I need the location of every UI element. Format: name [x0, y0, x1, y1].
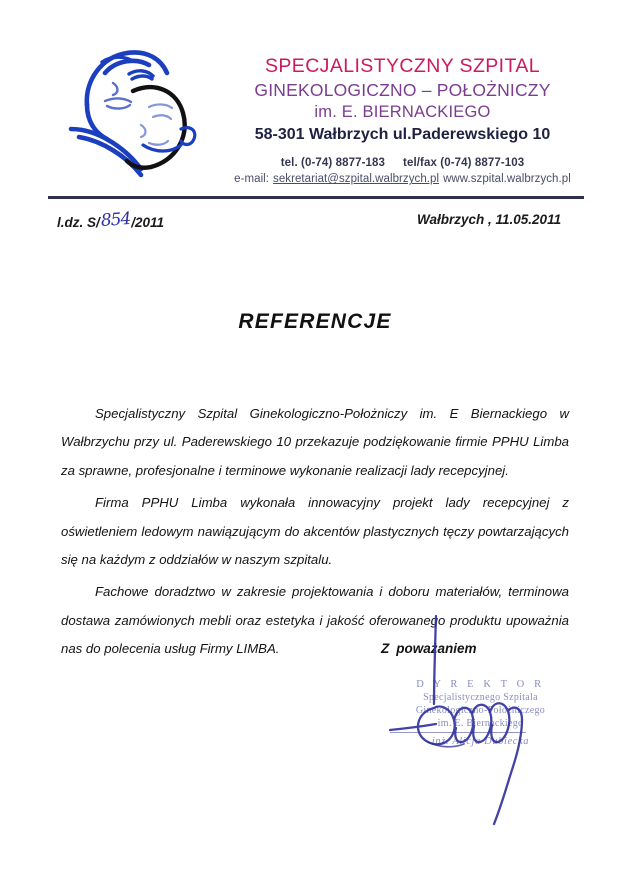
reference-date-row [0, 209, 630, 238]
closing-word-1: Z [381, 641, 390, 656]
stamp-line-2: Specjalistycznego Szpitala [423, 692, 538, 704]
body-paragraph-1 [61, 400, 569, 485]
reference-prefix: l.dz. S/ [57, 215, 100, 230]
director-stamp [398, 679, 563, 749]
stamp-line-4: im. E. Biernackiego [437, 718, 524, 730]
stamp-rule [390, 732, 526, 733]
body-paragraph-2 [61, 489, 569, 574]
org-address: 58-301 Wałbrzych ul.Paderewskiego 10 [254, 126, 551, 144]
email-label: e-mail: [234, 173, 270, 186]
reference-number [57, 209, 164, 232]
signature-block [380, 660, 620, 840]
handwritten-reference-number: 854 [99, 209, 131, 232]
letterhead [0, 0, 630, 200]
org-name-line-3: im. E. BIERNACKIEGO [314, 103, 491, 122]
closing-salutation [381, 641, 477, 656]
document-title: REFERENCJE [238, 310, 392, 333]
body-paragraph-3 [61, 578, 569, 663]
website-address[interactable]: www.szpital.walbrzych.pl [443, 173, 571, 186]
mother-and-child-icon [57, 33, 202, 183]
contact-phone-row [205, 157, 600, 169]
stamp-director-name: inż. Alicja Dubiecka [431, 736, 530, 748]
paragraph-1-text: Specjalistyczny Szpital Ginekologiczno-Położniczy im. E Biernackiego w Wałbrzychu przy ul. Paderewskiego 10 przekazuje podziękowanie firmie PPHU Limba za sprawne, profesjonalne i terminowe wykonanie realizacji lady recepcyjnej. [61, 406, 569, 478]
org-name-line-1: SPECJALISTYCZNY SZPITAL [264, 55, 541, 77]
paragraph-3-text: Fachowe doradztwo w zakresie projektowania i doboru materiałów, terminowa dostawa zamówionych mebli oraz estetyka i jakość oferowanego produktu upoważnia nas do polecenia usług Firmy LIMBA. [61, 584, 569, 656]
letter-body [61, 400, 569, 667]
fax-label: tel/fax (0-74) 8877-103 [403, 157, 525, 170]
letterhead-divider [48, 196, 584, 199]
org-name-line-2: GINEKOLOGICZNO – POŁOŻNICZY [254, 80, 551, 100]
paragraph-2-text: Firma PPHU Limba wykonała innowacyjny projekt lady recepcyjnej z oświetleniem ledowym nawiązującym do akcentów plastycznych tęczy powtarzających się na każdym z oddziałów w naszym szpitalu. [61, 495, 569, 567]
organization-block [205, 55, 600, 185]
closing-word-2: poważaniem [396, 641, 477, 656]
place-and-date: Wałbrzych , 11.05.2011 [417, 212, 562, 227]
telephone-label: tel. (0-74) 8877-183 [280, 157, 386, 170]
contact-email-row [205, 173, 600, 185]
stamp-line-3: Ginekologiczno-Położniczego [415, 705, 546, 717]
reference-suffix: /2011 [131, 215, 164, 230]
hospital-logo [57, 33, 202, 183]
stamp-title: D Y R E K T O R [416, 679, 545, 690]
email-address[interactable]: sekretariat@szpital.walbrzych.pl [273, 173, 440, 186]
